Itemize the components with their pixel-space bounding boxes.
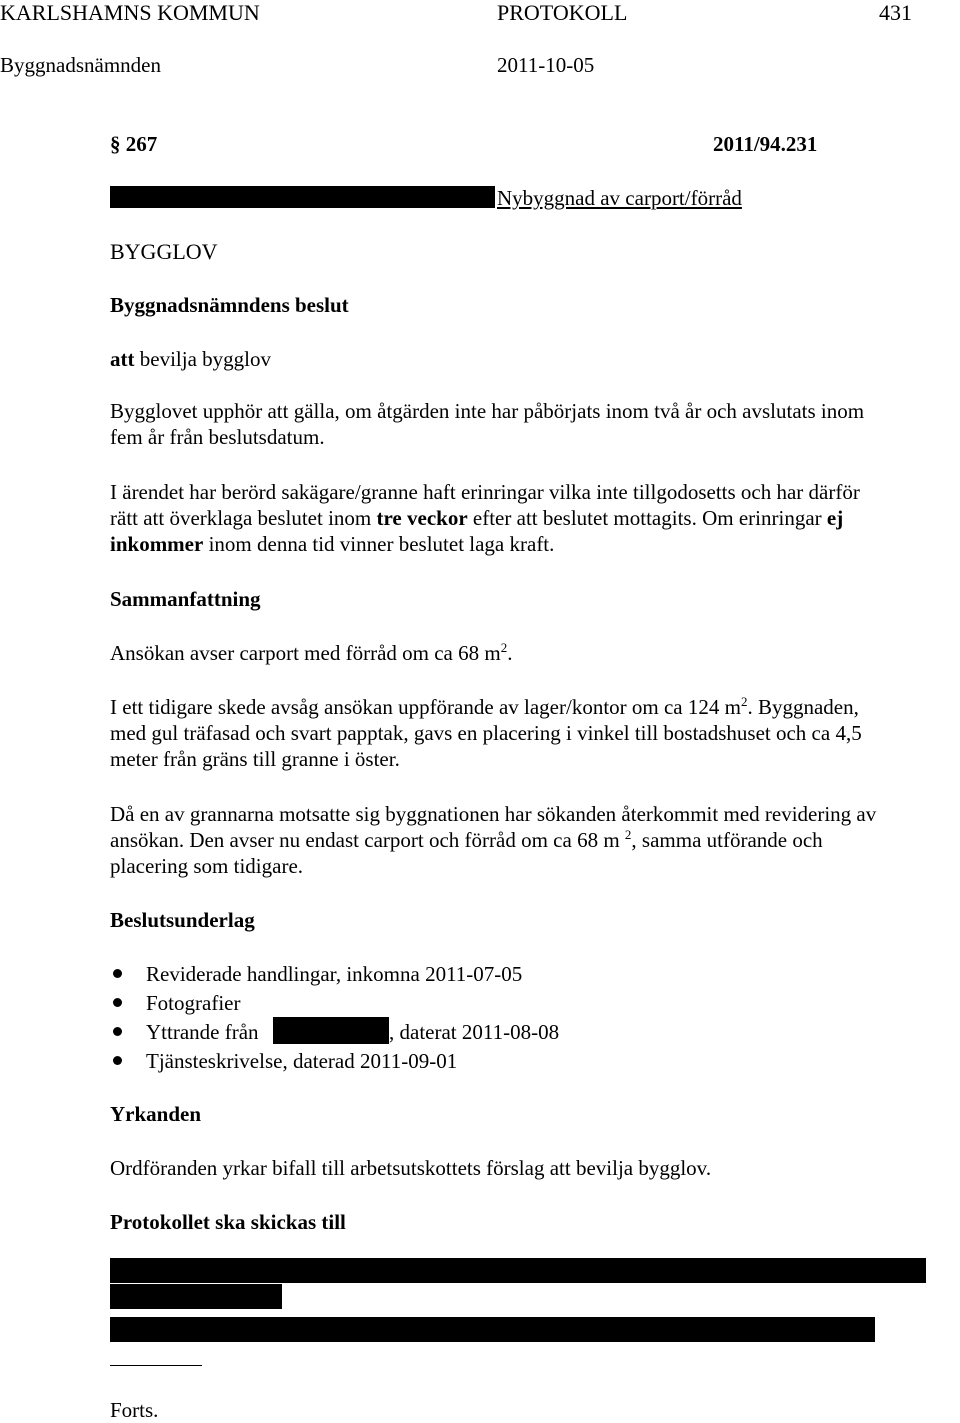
appeal-inkommer: inkommer [110, 532, 204, 556]
distribution-heading: Protokollet ska skickas till [110, 1210, 346, 1234]
appeal-line-1: I ärendet har berörd sakägare/granne haft erinringar vilka inte tillgodosetts och har därför [110, 480, 860, 504]
summary-p1 [110, 640, 512, 666]
basis-heading: Beslutsunderlag [110, 908, 255, 932]
summary-p3-text-b: , samma utförande och [631, 828, 823, 852]
section-symbol: § [110, 132, 121, 156]
summary-p2-sup: 2 [740, 694, 748, 709]
redacted-recipients-3 [110, 1317, 875, 1342]
redacted-name [273, 1017, 389, 1044]
bullet-icon [113, 998, 122, 1007]
summary-p2-text-b: . Byggnaden, [747, 695, 859, 719]
redacted-recipients-1 [110, 1258, 926, 1283]
validity-line-2: fem år från beslutsdatum. [110, 425, 325, 449]
case-number: 2011/94.231 [713, 132, 818, 156]
att-word: att [110, 347, 135, 371]
appeal-text-b: efter att beslutet mottagits. Om erinringar [467, 506, 827, 530]
summary-p1-end: . [507, 641, 513, 665]
appeal-line-2 [110, 505, 843, 531]
list-item-suffix: , daterat 2011-08-08 [389, 1020, 560, 1044]
redacted-property [110, 186, 495, 208]
appeal-text-a: rätt att överklaga beslutet inom [110, 506, 377, 530]
motions-heading: Yrkanden [110, 1102, 202, 1126]
bullet-icon [113, 969, 122, 978]
summary-p3-line-2 [110, 827, 823, 853]
section-number [110, 131, 157, 157]
motions-text: Ordföranden yrkar bifall till arbetsutskottets förslag att bevilja bygglov. [110, 1156, 712, 1180]
case-subject: Nybyggnad av carport/förråd [497, 186, 742, 210]
summary-heading: Sammanfattning [110, 587, 261, 611]
summary-p3-text-a: ansökan. Den avser nu endast carport och förråd om ca 68 m [110, 828, 625, 852]
list-item: Reviderade handlingar, inkomna 2011-07-05 [146, 962, 523, 986]
bullet-icon [113, 1056, 122, 1065]
section-number-value: 267 [125, 132, 158, 156]
case-type: BYGGLOV [110, 239, 218, 264]
meeting-date: 2011-10-05 [497, 53, 595, 77]
decision-heading: Byggnadsnämndens beslut [110, 293, 349, 317]
summary-p3-line-1: Då en av grannarna motsatte sig byggnationen har sökanden återkommit med revidering av [110, 802, 877, 826]
bullet-icon [113, 1027, 122, 1036]
doc-type: PROTOKOLL [497, 0, 628, 25]
list-item: Yttrande från [146, 1020, 259, 1044]
appeal-line-3 [110, 531, 554, 557]
list-item: Fotografier [146, 991, 241, 1015]
continued-label: Forts. [110, 1398, 159, 1422]
summary-p3-sup: 2 [624, 827, 632, 842]
appeal-ej: ej [826, 506, 844, 530]
att-rest: bevilja bygglov [134, 347, 271, 371]
summary-p2-line-2: med gul träfasad och svart papptak, gavs en placering i vinkel till bostadshuset och ca 4,5 [110, 721, 862, 745]
appeal-text-c: inom denna tid vinner beslutet laga kraft. [203, 532, 555, 556]
summary-p1-sup: 2 [500, 640, 508, 655]
summary-p2-line-1 [110, 694, 859, 720]
summary-p1-text: Ansökan avser carport med förråd om ca 68 m [110, 641, 501, 665]
org-name: KARLSHAMNS KOMMUN [0, 0, 260, 25]
validity-line-1: Bygglovet upphör att gälla, om åtgärden inte har påbörjats inom två år och avslutats inom [110, 399, 865, 423]
decision-text [110, 346, 271, 372]
list-item: Tjänsteskrivelse, daterad 2011-09-01 [146, 1049, 458, 1073]
page-number: 431 [879, 0, 912, 25]
summary-p3-line-3: placering som tidigare. [110, 854, 304, 878]
summary-p2-line-3: meter från gräns till granne i öster. [110, 747, 400, 771]
redacted-recipients-2 [110, 1284, 282, 1309]
summary-p2-text-a: I ett tidigare skede avsåg ansökan uppförande av lager/kontor om ca 124 m [110, 695, 741, 719]
footer-divider [110, 1365, 202, 1366]
committee-name: Byggnadsnämnden [0, 53, 161, 77]
appeal-deadline: tre veckor [376, 506, 468, 530]
